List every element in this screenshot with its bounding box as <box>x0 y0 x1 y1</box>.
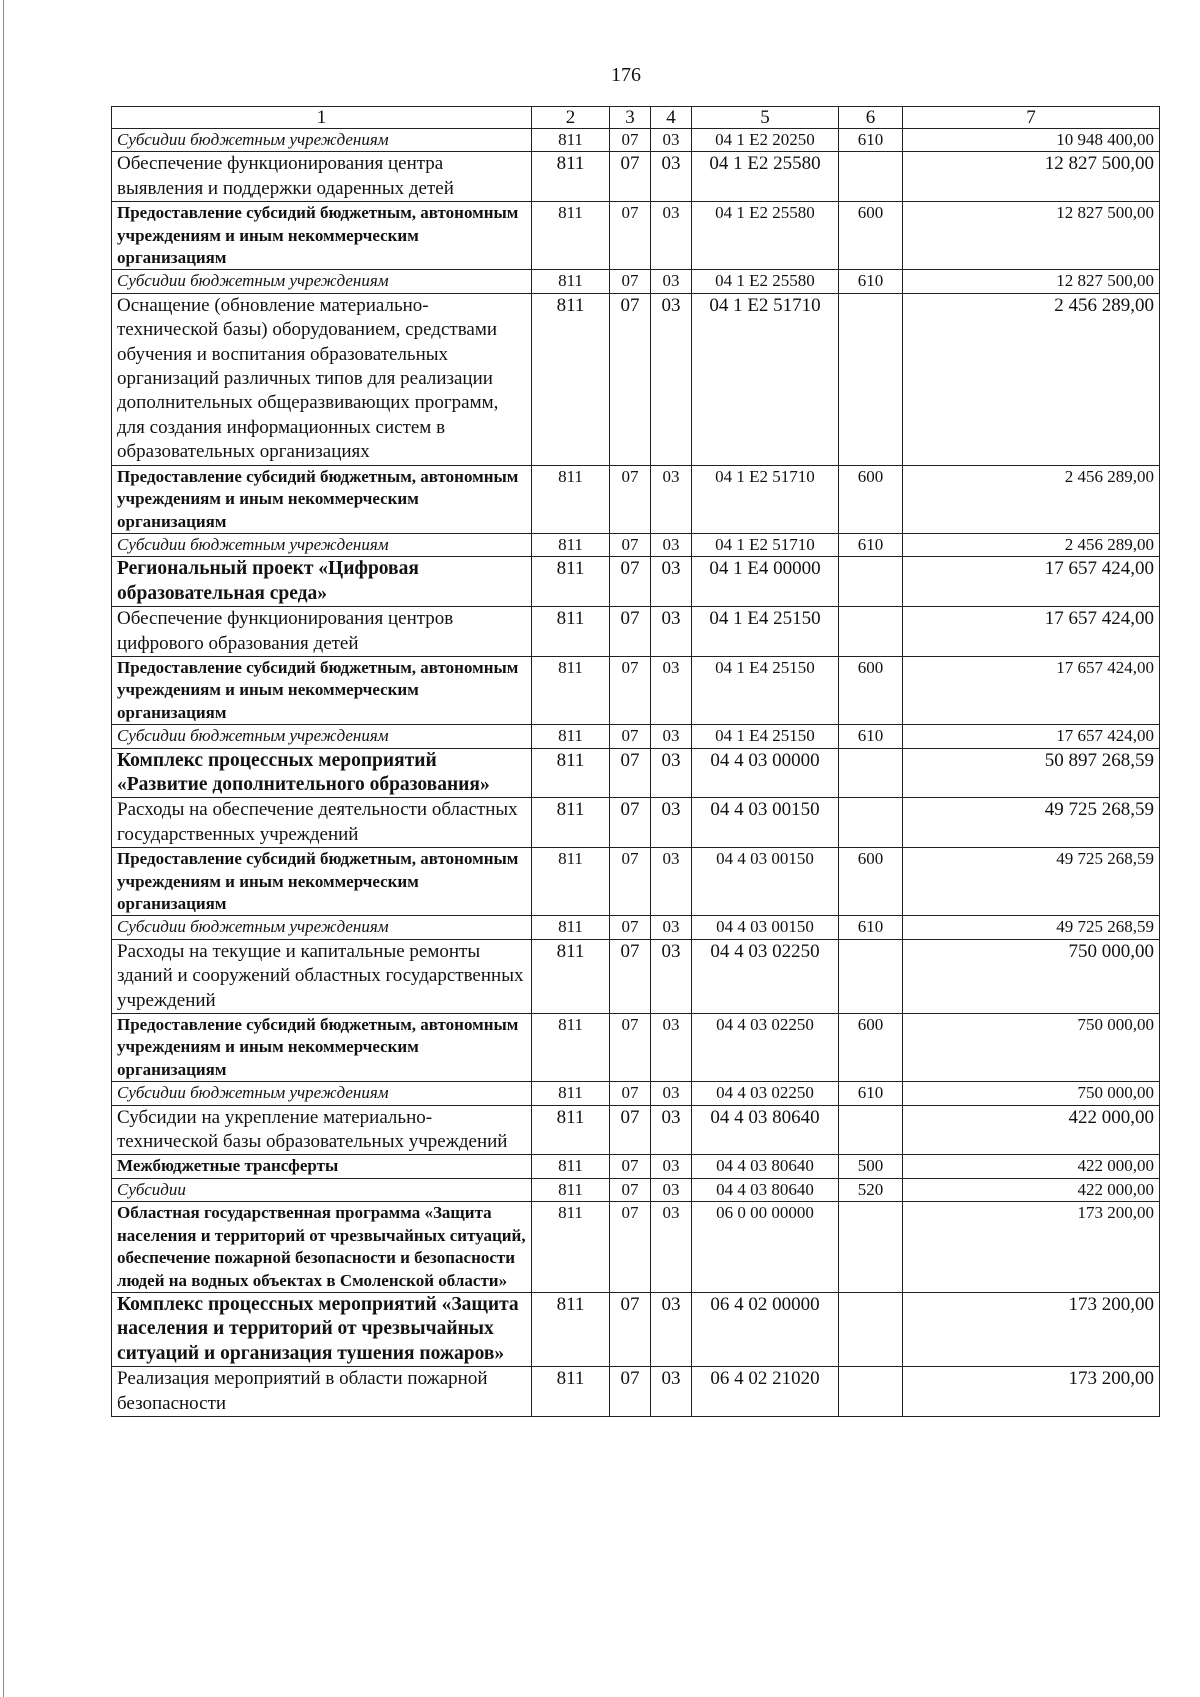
target-article-cell: 04 1 Е2 25580 <box>692 202 839 270</box>
subsection-cell: 03 <box>651 270 692 293</box>
row-name-cell: Реализация мероприятий в области пожарной безопасности <box>112 1367 532 1417</box>
section-cell: 07 <box>610 465 651 533</box>
amount-cell: 750 000,00 <box>903 1014 1160 1082</box>
target-article-cell: 04 1 Е2 25580 <box>692 152 839 202</box>
section-cell: 07 <box>610 916 651 939</box>
table-row <box>112 1178 1160 1201</box>
row-name-cell: Предоставление субсидий бюджетным, автономным учреждениям и иным некоммерческим организациям <box>112 848 532 916</box>
amount-cell: 2 456 289,00 <box>903 293 1160 465</box>
row-name-cell: Субсидии на укрепление материально-технической базы образовательных учреждений <box>112 1105 532 1155</box>
ministry-code-cell: 811 <box>532 152 610 202</box>
section-cell: 07 <box>610 939 651 1013</box>
row-name-cell: Оснащение (обновление материально-технической базы) оборудованием, средствами обучения и воспитания образовательных организаций различных типов для реализации дополнительных общеразвивающих программ, для создания информационных систем в образовательных организациях <box>112 293 532 465</box>
section-cell: 07 <box>610 1082 651 1105</box>
row-name-cell: Субсидии бюджетным учреждениям <box>112 1082 532 1105</box>
expense-type-cell: 610 <box>839 129 903 152</box>
expense-type-cell: 610 <box>839 916 903 939</box>
subsection-cell: 03 <box>651 1178 692 1201</box>
table-header-row <box>112 107 1160 129</box>
table-row <box>112 656 1160 724</box>
section-cell: 07 <box>610 748 651 798</box>
target-article-cell: 04 4 03 80640 <box>692 1105 839 1155</box>
row-name-cell: Субсидии <box>112 1178 532 1201</box>
target-article-cell: 06 0 00 00000 <box>692 1202 839 1293</box>
ministry-code-cell: 811 <box>532 1082 610 1105</box>
table-row <box>112 1105 1160 1155</box>
table-row <box>112 607 1160 657</box>
row-name-cell: Комплекс процессных мероприятий «Развитие дополнительного образования» <box>112 748 532 798</box>
amount-cell: 17 657 424,00 <box>903 557 1160 607</box>
table-row <box>112 725 1160 748</box>
section-cell: 07 <box>610 1367 651 1417</box>
expense-type-cell: 600 <box>839 656 903 724</box>
expense-type-cell: 610 <box>839 533 903 556</box>
expense-type-cell <box>839 939 903 1013</box>
expense-type-cell <box>839 748 903 798</box>
amount-cell: 422 000,00 <box>903 1105 1160 1155</box>
row-name-cell: Предоставление субсидий бюджетным, автономным учреждениям и иным некоммерческим организациям <box>112 656 532 724</box>
amount-cell: 49 725 268,59 <box>903 798 1160 848</box>
table-row <box>112 1292 1160 1366</box>
subsection-cell: 03 <box>651 293 692 465</box>
table-row <box>112 798 1160 848</box>
ministry-code-cell: 811 <box>532 129 610 152</box>
header-cell: 1 <box>112 107 532 129</box>
ministry-code-cell: 811 <box>532 557 610 607</box>
section-cell: 07 <box>610 557 651 607</box>
subsection-cell: 03 <box>651 1105 692 1155</box>
row-name-cell: Предоставление субсидий бюджетным, автономным учреждениям и иным некоммерческим организациям <box>112 465 532 533</box>
row-name-cell: Комплекс процессных мероприятий «Защита населения и территорий от чрезвычайных ситуаций и организация тушения пожаров» <box>112 1292 532 1366</box>
expense-type-cell <box>839 798 903 848</box>
section-cell: 07 <box>610 1292 651 1366</box>
section-cell: 07 <box>610 607 651 657</box>
table-row <box>112 1367 1160 1417</box>
subsection-cell: 03 <box>651 533 692 556</box>
subsection-cell: 03 <box>651 465 692 533</box>
amount-cell: 2 456 289,00 <box>903 465 1160 533</box>
section-cell: 07 <box>610 1014 651 1082</box>
target-article-cell: 04 4 03 00150 <box>692 848 839 916</box>
ministry-code-cell: 811 <box>532 748 610 798</box>
target-article-cell: 04 4 03 02250 <box>692 1014 839 1082</box>
target-article-cell: 04 1 Е4 25150 <box>692 725 839 748</box>
row-name-cell: Обеспечение функционирования центра выявления и поддержки одаренных детей <box>112 152 532 202</box>
row-name-cell: Региональный проект «Цифровая образовательная среда» <box>112 557 532 607</box>
subsection-cell: 03 <box>651 748 692 798</box>
subsection-cell: 03 <box>651 557 692 607</box>
table-row <box>112 557 1160 607</box>
ministry-code-cell: 811 <box>532 848 610 916</box>
expense-type-cell: 500 <box>839 1155 903 1178</box>
expense-type-cell <box>839 152 903 202</box>
expense-type-cell <box>839 557 903 607</box>
header-cell: 3 <box>610 107 651 129</box>
header-cell: 7 <box>903 107 1160 129</box>
subsection-cell: 03 <box>651 848 692 916</box>
expense-type-cell <box>839 1292 903 1366</box>
amount-cell: 422 000,00 <box>903 1155 1160 1178</box>
target-article-cell: 06 4 02 21020 <box>692 1367 839 1417</box>
row-name-cell: Субсидии бюджетным учреждениям <box>112 270 532 293</box>
table-row <box>112 533 1160 556</box>
expense-type-cell <box>839 1202 903 1293</box>
target-article-cell: 04 1 Е4 25150 <box>692 607 839 657</box>
subsection-cell: 03 <box>651 129 692 152</box>
table-row <box>112 465 1160 533</box>
target-article-cell: 04 4 03 80640 <box>692 1155 839 1178</box>
amount-cell: 173 200,00 <box>903 1367 1160 1417</box>
table-row <box>112 202 1160 270</box>
target-article-cell: 04 4 03 80640 <box>692 1178 839 1201</box>
table-row <box>112 848 1160 916</box>
section-cell: 07 <box>610 129 651 152</box>
section-cell: 07 <box>610 152 651 202</box>
ministry-code-cell: 811 <box>532 1292 610 1366</box>
amount-cell: 12 827 500,00 <box>903 152 1160 202</box>
subsection-cell: 03 <box>651 202 692 270</box>
expense-type-cell: 600 <box>839 202 903 270</box>
header-cell: 4 <box>651 107 692 129</box>
expense-type-cell: 600 <box>839 465 903 533</box>
ministry-code-cell: 811 <box>532 656 610 724</box>
row-name-cell: Субсидии бюджетным учреждениям <box>112 129 532 152</box>
subsection-cell: 03 <box>651 916 692 939</box>
subsection-cell: 03 <box>651 798 692 848</box>
ministry-code-cell: 811 <box>532 916 610 939</box>
target-article-cell: 04 1 Е2 25580 <box>692 270 839 293</box>
table-body <box>112 107 1160 1417</box>
ministry-code-cell: 811 <box>532 939 610 1013</box>
row-name-cell: Субсидии бюджетным учреждениям <box>112 916 532 939</box>
table-row <box>112 748 1160 798</box>
ministry-code-cell: 811 <box>532 607 610 657</box>
budget-table <box>111 106 1160 1417</box>
page-number: 176 <box>611 64 641 86</box>
section-cell: 07 <box>610 1105 651 1155</box>
ministry-code-cell: 811 <box>532 1014 610 1082</box>
section-cell: 07 <box>610 1178 651 1201</box>
amount-cell: 173 200,00 <box>903 1292 1160 1366</box>
expense-type-cell <box>839 293 903 465</box>
table-row <box>112 916 1160 939</box>
section-cell: 07 <box>610 725 651 748</box>
amount-cell: 10 948 400,00 <box>903 129 1160 152</box>
subsection-cell: 03 <box>651 939 692 1013</box>
row-name-cell: Расходы на текущие и капитальные ремонты зданий и сооружений областных государственных учреждений <box>112 939 532 1013</box>
subsection-cell: 03 <box>651 1014 692 1082</box>
row-name-cell: Предоставление субсидий бюджетным, автономным учреждениям и иным некоммерческим организациям <box>112 202 532 270</box>
table-row <box>112 1082 1160 1105</box>
subsection-cell: 03 <box>651 1367 692 1417</box>
header-cell: 5 <box>692 107 839 129</box>
expense-type-cell <box>839 1105 903 1155</box>
amount-cell: 49 725 268,59 <box>903 848 1160 916</box>
table-row <box>112 270 1160 293</box>
target-article-cell: 04 1 Е2 51710 <box>692 465 839 533</box>
section-cell: 07 <box>610 202 651 270</box>
subsection-cell: 03 <box>651 152 692 202</box>
amount-cell: 17 657 424,00 <box>903 725 1160 748</box>
expense-type-cell: 600 <box>839 848 903 916</box>
table-row <box>112 1155 1160 1178</box>
section-cell: 07 <box>610 270 651 293</box>
expense-type-cell: 520 <box>839 1178 903 1201</box>
subsection-cell: 03 <box>651 725 692 748</box>
subsection-cell: 03 <box>651 656 692 724</box>
row-name-cell: Межбюджетные трансферты <box>112 1155 532 1178</box>
subsection-cell: 03 <box>651 1155 692 1178</box>
row-name-cell: Субсидии бюджетным учреждениям <box>112 533 532 556</box>
section-cell: 07 <box>610 848 651 916</box>
target-article-cell: 04 4 03 02250 <box>692 939 839 1013</box>
subsection-cell: 03 <box>651 607 692 657</box>
target-article-cell: 04 4 03 00150 <box>692 916 839 939</box>
expense-type-cell: 610 <box>839 725 903 748</box>
row-name-cell: Обеспечение функционирования центров цифрового образования детей <box>112 607 532 657</box>
expense-type-cell <box>839 1367 903 1417</box>
amount-cell: 17 657 424,00 <box>903 607 1160 657</box>
ministry-code-cell: 811 <box>532 725 610 748</box>
target-article-cell: 06 4 02 00000 <box>692 1292 839 1366</box>
row-name-cell: Расходы на обеспечение деятельности областных государственных учреждений <box>112 798 532 848</box>
expense-type-cell: 610 <box>839 1082 903 1105</box>
ministry-code-cell: 811 <box>532 533 610 556</box>
row-name-cell: Предоставление субсидий бюджетным, автономным учреждениям и иным некоммерческим организациям <box>112 1014 532 1082</box>
ministry-code-cell: 811 <box>532 293 610 465</box>
ministry-code-cell: 811 <box>532 270 610 293</box>
header-cell: 2 <box>532 107 610 129</box>
target-article-cell: 04 1 Е4 00000 <box>692 557 839 607</box>
target-article-cell: 04 4 03 00150 <box>692 798 839 848</box>
target-article-cell: 04 4 03 00000 <box>692 748 839 798</box>
section-cell: 07 <box>610 1155 651 1178</box>
target-article-cell: 04 4 03 02250 <box>692 1082 839 1105</box>
amount-cell: 750 000,00 <box>903 1082 1160 1105</box>
ministry-code-cell: 811 <box>532 1178 610 1201</box>
scan-edge-line <box>3 0 4 1697</box>
amount-cell: 750 000,00 <box>903 939 1160 1013</box>
amount-cell: 49 725 268,59 <box>903 916 1160 939</box>
amount-cell: 50 897 268,59 <box>903 748 1160 798</box>
subsection-cell: 03 <box>651 1202 692 1293</box>
table-row <box>112 1202 1160 1293</box>
amount-cell: 12 827 500,00 <box>903 270 1160 293</box>
target-article-cell: 04 1 Е4 25150 <box>692 656 839 724</box>
table-row <box>112 129 1160 152</box>
row-name-cell: Субсидии бюджетным учреждениям <box>112 725 532 748</box>
amount-cell: 422 000,00 <box>903 1178 1160 1201</box>
ministry-code-cell: 811 <box>532 1202 610 1293</box>
expense-type-cell <box>839 607 903 657</box>
amount-cell: 2 456 289,00 <box>903 533 1160 556</box>
ministry-code-cell: 811 <box>532 1367 610 1417</box>
table-row <box>112 1014 1160 1082</box>
table-row <box>112 939 1160 1013</box>
ministry-code-cell: 811 <box>532 465 610 533</box>
section-cell: 07 <box>610 798 651 848</box>
target-article-cell: 04 1 Е2 20250 <box>692 129 839 152</box>
header-cell: 6 <box>839 107 903 129</box>
amount-cell: 173 200,00 <box>903 1202 1160 1293</box>
amount-cell: 12 827 500,00 <box>903 202 1160 270</box>
section-cell: 07 <box>610 293 651 465</box>
ministry-code-cell: 811 <box>532 1105 610 1155</box>
section-cell: 07 <box>610 533 651 556</box>
table-row <box>112 152 1160 202</box>
amount-cell: 17 657 424,00 <box>903 656 1160 724</box>
table-row <box>112 293 1160 465</box>
expense-type-cell: 610 <box>839 270 903 293</box>
section-cell: 07 <box>610 1202 651 1293</box>
subsection-cell: 03 <box>651 1082 692 1105</box>
ministry-code-cell: 811 <box>532 202 610 270</box>
subsection-cell: 03 <box>651 1292 692 1366</box>
row-name-cell: Областная государственная программа «Защита населения и территорий от чрезвычайных ситуаций, обеспечение пожарной безопасности и безопасности людей на водных объектах в Смоленской области» <box>112 1202 532 1293</box>
target-article-cell: 04 1 Е2 51710 <box>692 533 839 556</box>
section-cell: 07 <box>610 656 651 724</box>
target-article-cell: 04 1 Е2 51710 <box>692 293 839 465</box>
ministry-code-cell: 811 <box>532 1155 610 1178</box>
expense-type-cell: 600 <box>839 1014 903 1082</box>
ministry-code-cell: 811 <box>532 798 610 848</box>
